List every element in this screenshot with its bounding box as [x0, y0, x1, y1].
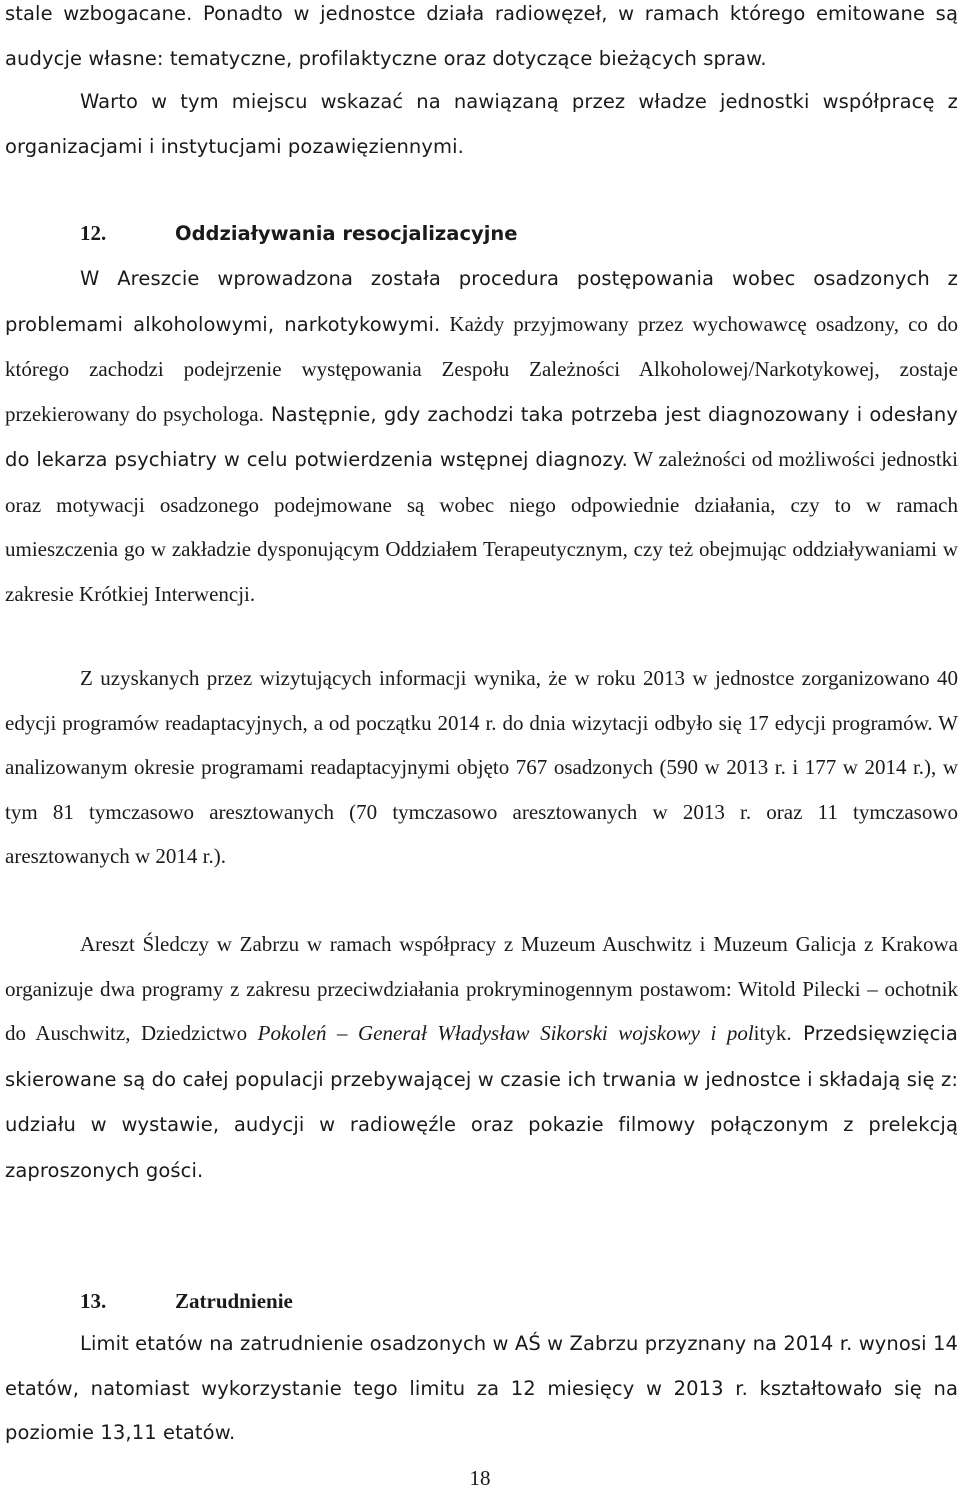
section-12-p1-part-d: W zależności od możliwości jednostki oraz motywacji osadzonego podejmowane są wobec niego odpowiednie działania, czy to w ramach umieszczenia go w zakładzie dysponującym Oddziałem Terapeutycznym, czy też obejmując oddziaływaniami w zakresie Krótkiej Interwencji. — [5, 447, 959, 606]
intro-paragraph-1: stale wzbogacane. Ponadto w jednostce działa radiowęzeł, w ramach którego emitowane są audycje własne: tematyczne, profilaktyczne oraz dotyczące bieżących spraw. — [5, 2, 958, 70]
section-12-p1-part-a: W Areszcie wprowadzona została procedura postępowania wobec osadzonych z problemami alkoholowymi, narkotykowymi. — [5, 267, 958, 336]
section-13-number: 13. — [80, 1289, 107, 1313]
section-13-paragraph-1: Limit etatów na zatrudnienie osadzonych w AŚ w Zabrzu przyznany na 2014 r. wynosi 14 etatów, natomiast wykorzystanie tego limitu za 12 miesięcy w 2013 r. kształtowało się na poziomie 13,11 etatów. — [5, 1332, 958, 1444]
page-number: 18 — [469, 1466, 491, 1490]
section-12-p3-part-a: Areszt Śledczy w Zabrzu w ramach współpracy z Muzeum Auschwitz i Muzeum Galicja z Krakowa organizuje dwa programy z zakresu przeciwdziałania prokryminogennym postawom: Witold Pilecki – ochotnik do Auschwitz, Dziedzictwo — [5, 932, 958, 1045]
section-12-number: 12. — [80, 221, 107, 245]
intro-paragraph-2: Warto w tym miejscu wskazać na nawiązaną przez władze jednostki współpracę z organizacjami i instytucjami pozawięziennymi. — [5, 90, 958, 158]
section-13-heading — [80, 1286, 293, 1316]
section-12-paragraph-3 — [5, 922, 958, 1193]
section-12-heading — [80, 218, 518, 249]
section-13-title: Zatrudnienie — [175, 1289, 293, 1313]
section-12-paragraph-2: Z uzyskanych przez wizytujących informacji wynika, że w roku 2013 w jednostce zorganizowano 40 edycji programów readaptacyjnych, a od początku 2014 r. do dnia wizytacji odbyło się 17 edycji programów. W analizowanym okresie programami readaptacyjnymi objęto 767 osadzonych (590 w 2013 r. i 177 w 2014 r.), w tym 81 tymczasowo aresztowanych (70 tymczasowo aresztowanych w 2013 r. oraz 11 tymczasowo aresztowanych w 2014 r.). — [5, 666, 958, 868]
section-12-paragraph-1 — [5, 256, 958, 616]
section-12-p1-part-b: Każdy przyjmowany przez wychowawcę osadzony, co do którego zachodzi podejrzenie występowania Zespołu Zależności Alkoholowej/Narkotykowej, zostaje przekierowany do psychologa. — [5, 311, 958, 426]
section-12-p1-part-c: Następnie, gdy zachodzi taka potrzeba jest diagnozowany i odesłany do lekarza psychiatry w celu potwierdzenia wstępnej diagnozy. — [5, 402, 959, 471]
section-12-p3-part-b: ityk. — [753, 1021, 792, 1045]
section-12-p3-italic: Pokoleń – Generał Władysław Sikorski wojskowy i pol — [257, 1021, 754, 1045]
section-12-p3-part-c: Przedsięwzięcia skierowane są do całej populacji przebywającej w czasie ich trwania w jednostce i składają się z: udziału w wystawie, audycji w radiowęźle oraz pokazie filmowy połączonym z prelekcją zaproszonych gości. — [5, 1022, 958, 1182]
section-12-title: Oddziaływania resocjalizacyjne — [175, 222, 518, 245]
